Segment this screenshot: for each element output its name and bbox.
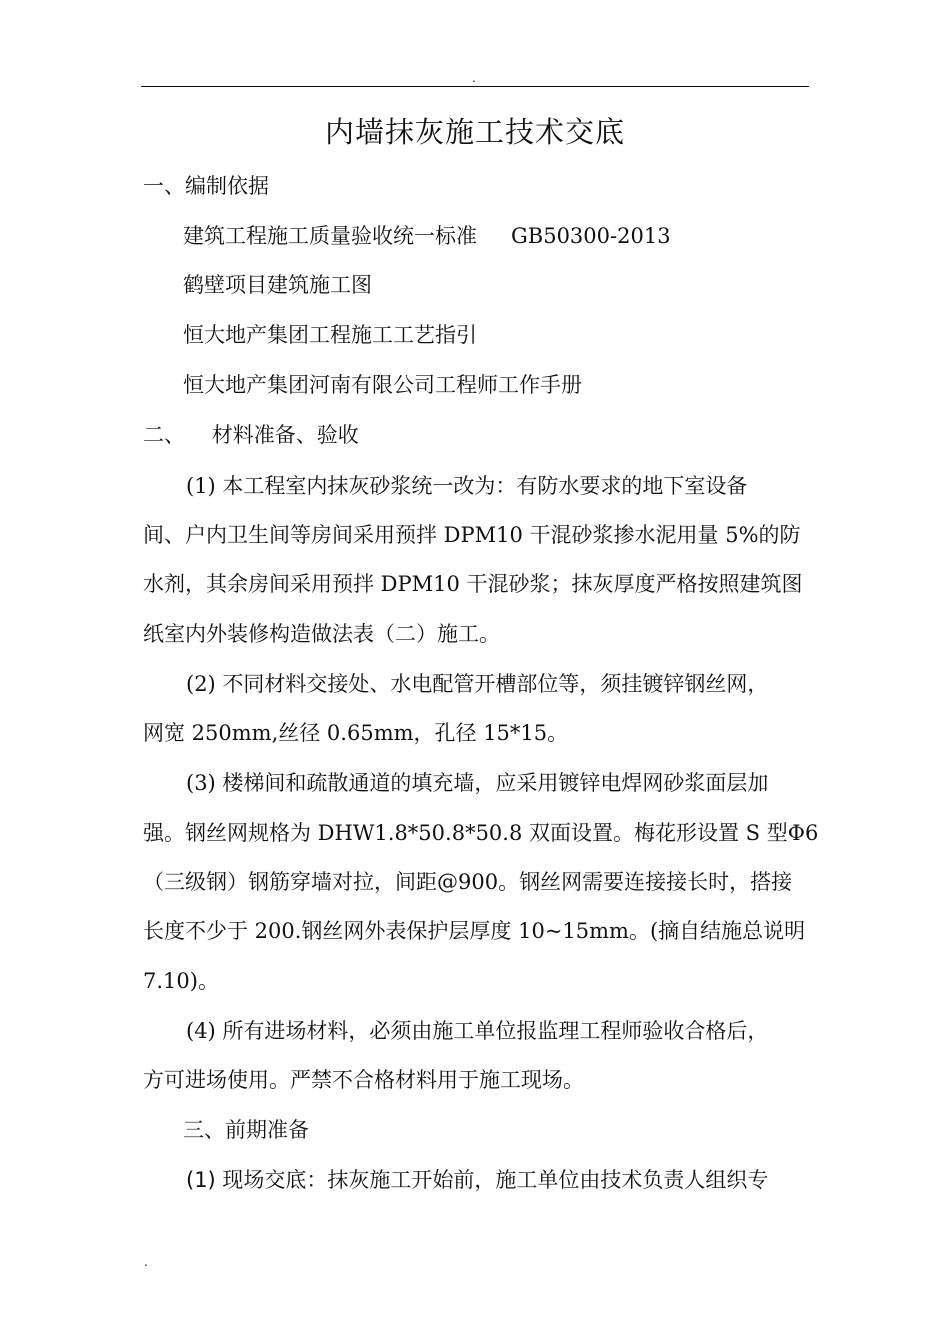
paragraph-line: 间、户内卫生间等房间采用预拌 DPM10 干混砂浆掺水泥用量 5%的防 [143, 523, 801, 547]
paragraph-line: 网宽 250mm,丝径 0.65mm，孔径 15*15。 [143, 721, 569, 745]
paragraph-line: 7.10)。 [143, 969, 219, 993]
paragraph-line: 水剂，其余房间采用预拌 DPM10 干混砂浆；抹灰厚度严格按照建筑图 [143, 572, 803, 596]
section1-heading: 一、编制依据 [143, 174, 269, 198]
document-title: 内墙抹灰施工技术交底 [324, 115, 625, 149]
paragraph-line: (1) 本工程室内抹灰砂浆统一改为：有防水要求的地下室设备 [186, 474, 748, 498]
reference-item: 恒大地产集团河南有限公司工程师工作手册 [183, 373, 582, 397]
reference-item [183, 221, 671, 251]
paragraph-line: (2) 不同材料交接处、水电配管开槽部位等，须挂镀锌钢丝网， [186, 672, 769, 696]
section3-paragraph-line [186, 1165, 768, 1195]
reference-item: 恒大地产集团工程施工工艺指引 [183, 323, 477, 347]
footer-mark: . [144, 1255, 148, 1269]
paragraph-text: 现场交底：抹灰施工开始前，施工单位由技术负责人组织专 [215, 1168, 769, 1192]
paragraph-number: (1) [186, 1168, 216, 1192]
paragraph-line: (3) 楼梯间和疏散通道的填充墙，应采用镀锌电焊网砂浆面层加 [186, 771, 769, 795]
header-mark: . [472, 71, 476, 85]
paragraph-line: 强。钢丝网规格为 DHW1.8*50.8*50.8 双面设置。梅花形设置 S 型Φ6 [143, 821, 819, 845]
reference-item-code: GB50300-2013 [511, 224, 671, 248]
reference-item: 鹤壁项目建筑施工图 [183, 273, 372, 297]
header-rule [141, 86, 809, 87]
paragraph-line: 方可进场使用。严禁不合格材料用于施工现场。 [143, 1068, 584, 1092]
section3-heading: 三、前期准备 [183, 1118, 309, 1142]
reference-item-text: 建筑工程施工质量验收统一标准 [183, 224, 477, 248]
paragraph-line: 长度不少于 200.钢丝网外表保护层厚度 10~15mm。(摘自结施总说明 [143, 919, 806, 943]
paragraph-line: (4) 所有进场材料，必须由施工单位报监理工程师验收合格后， [186, 1019, 769, 1043]
section2-heading: 二、 材料准备、验收 [143, 423, 359, 447]
paragraph-line: （三级钢）钢筋穿墙对拉，间距@900。钢丝网需要连接接长时，搭接 [143, 870, 793, 894]
paragraph-line: 纸室内外装修构造做法表（二）施工。 [143, 622, 500, 646]
